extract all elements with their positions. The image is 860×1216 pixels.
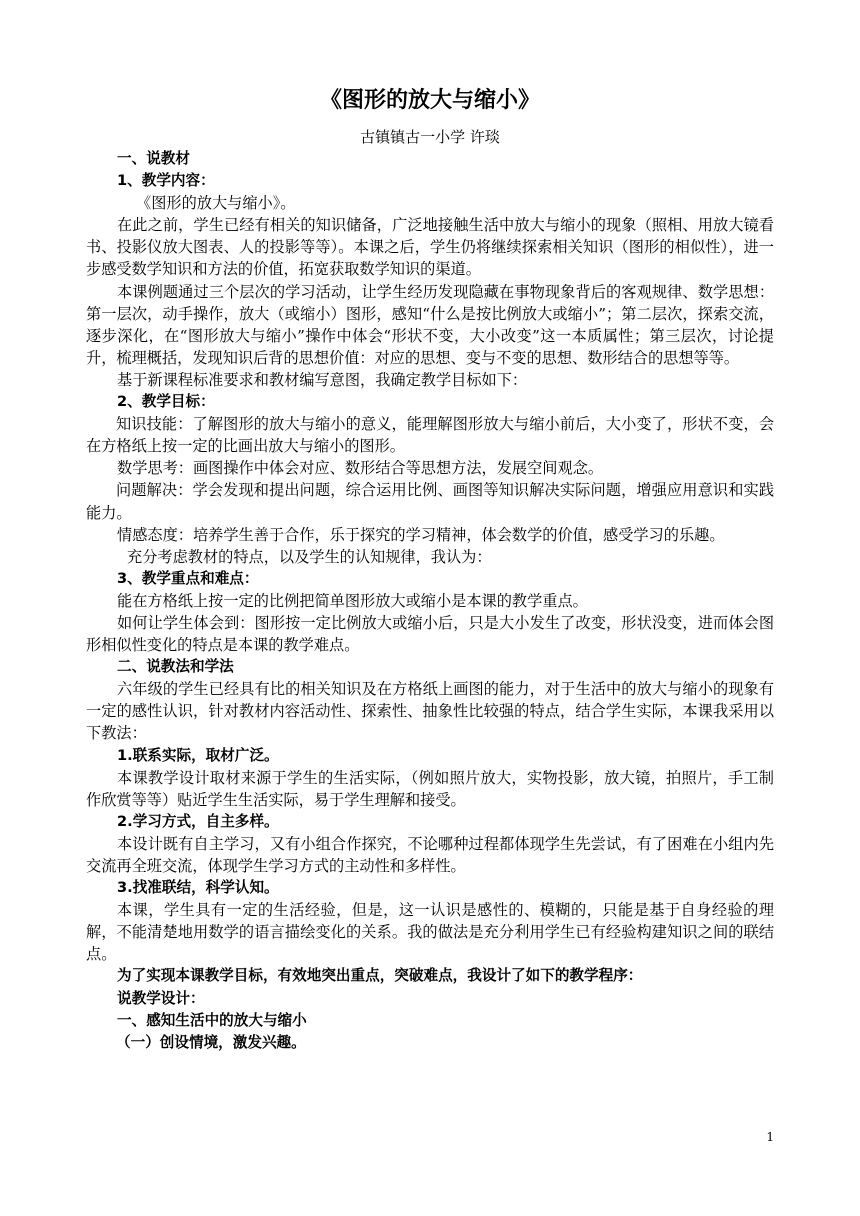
page-number: 1 xyxy=(766,1130,774,1144)
subsection-heading: 2.学习方式，自主多样。 xyxy=(117,812,279,830)
section-heading: 一、说教材 xyxy=(117,150,190,167)
section-heading: 二、说教法和学法 xyxy=(117,658,234,676)
subsection-heading: 2、教学目标： xyxy=(117,393,215,411)
subsection-heading: 1.联系实际，取材广泛。 xyxy=(117,746,279,764)
paragraph: 本课教学设计取材来源于学生的生活实际，（例如照片放大，实物投影，放大镜，拍照片，手工制作欣赏等等）贴近学生生活实际，易于学生理解和接受。 xyxy=(86,768,774,809)
paragraph: 能在方格纸上按一定的比例把简单图形放大或缩小是本课的教学重点。 xyxy=(117,591,588,610)
paragraph: 基于新课程标准要求和教材编写意图，我确定教学目标如下： xyxy=(117,370,528,389)
section-heading: 一、感知生活中的放大与缩小 xyxy=(117,1011,307,1029)
paragraph: 情感态度：培养学生善于合作，乐于探究的学习精神，体会数学的价值，感受学习的乐趣。 xyxy=(117,525,725,544)
document-title: 《图形的放大与缩小》 xyxy=(319,88,540,113)
bold-paragraph: 为了实现本课教学目标，有效地突出重点，突破难点，我设计了如下的教学程序： xyxy=(117,967,643,985)
subsection-heading: 1、教学内容： xyxy=(117,172,215,190)
subsection-heading: 3.找准联结，科学认知。 xyxy=(117,879,279,897)
paragraph: 数学思考：画图操作中体会对应、数形结合等思想方法，发展空间观念。 xyxy=(117,459,603,478)
paragraph: 知识技能：了解图形的放大与缩小的意义，能理解图形放大与缩小前后，大小变了，形状不变，会在方格纸上按一定的比画出放大与缩小的图形。 xyxy=(86,415,774,456)
paragraph: 本课，学生具有一定的生活经验，但是，这一认识是感性的、模糊的，只能是基于自身经验的理解，不能清楚地用数学的语言描绘变化的关系。我的做法是充分利用学生已有经验构建知识之间的联结点。 xyxy=(86,901,774,964)
subsection-heading: 3、教学重点和难点： xyxy=(117,569,259,587)
paragraph: 如何让学生体会到：图形按一定比例放大或缩小后，只是大小发生了改变，形状没变，进而体会图形相似性变化的特点是本课的教学难点。 xyxy=(86,613,774,655)
paragraph: 《图形的放大与缩小》。 xyxy=(136,194,296,213)
document-body xyxy=(86,148,774,1054)
paragraph: 本设计既有自主学习，又有小组合作探究，不论哪种过程都体现学生先尝试，有了困难在小组内先交流再全班交流，体现学生学习方式的主动性和多样性。 xyxy=(86,834,774,875)
subsection-heading: （一）创设情境，激发兴趣。 xyxy=(116,1033,306,1051)
paragraph: 问题解决：学会发现和提出问题，综合运用比例、画图等知识解决实际问题，增强应用意识和实践能力。 xyxy=(86,481,774,522)
paragraph: 六年级的学生已经具有比的相关知识及在方格纸上画图的能力，对于生活中的放大与缩小的现象有一定的感性认识，针对教材内容活动性、探索性、抽象性比较强的特点，结合学生实际，本课我采用以下教法： xyxy=(86,680,774,743)
author-line: 古镇镇古一小学 许琰 xyxy=(360,128,500,146)
paragraph: 充分考虑教材的特点，以及学生的认知规律，我认为： xyxy=(127,547,492,566)
paragraph: 在此之前，学生已经有相关的知识储备，广泛地接触生活中放大与缩小的现象（照相、用放大镜看书、投影仪放大图表、人的投影等等）。本课之后，学生仍将继续探索相关知识（图形的相似性），进一步感受数学知识和方法的价值，拓宽获取数学知识的渠道。 xyxy=(86,216,774,279)
section-heading: 说教学设计： xyxy=(117,989,205,1007)
paragraph: 本课例题通过三个层次的学习活动，让学生经历发现隐藏在事物现象背后的客观规律、数学思想：第一层次，动手操作，放大（或缩小）图形，感知“什么是按比例放大或缩小”；第二层次，探索交流，逐步深化，在“图形放大与缩小”操作中体会“形状不变，大小改变”这一本质属性；第三层次，讨论提升，梳理概括，发现知识后背的思想价值：对应的思想、变与不变的思想、数形结合的思想等等。 xyxy=(86,282,774,367)
